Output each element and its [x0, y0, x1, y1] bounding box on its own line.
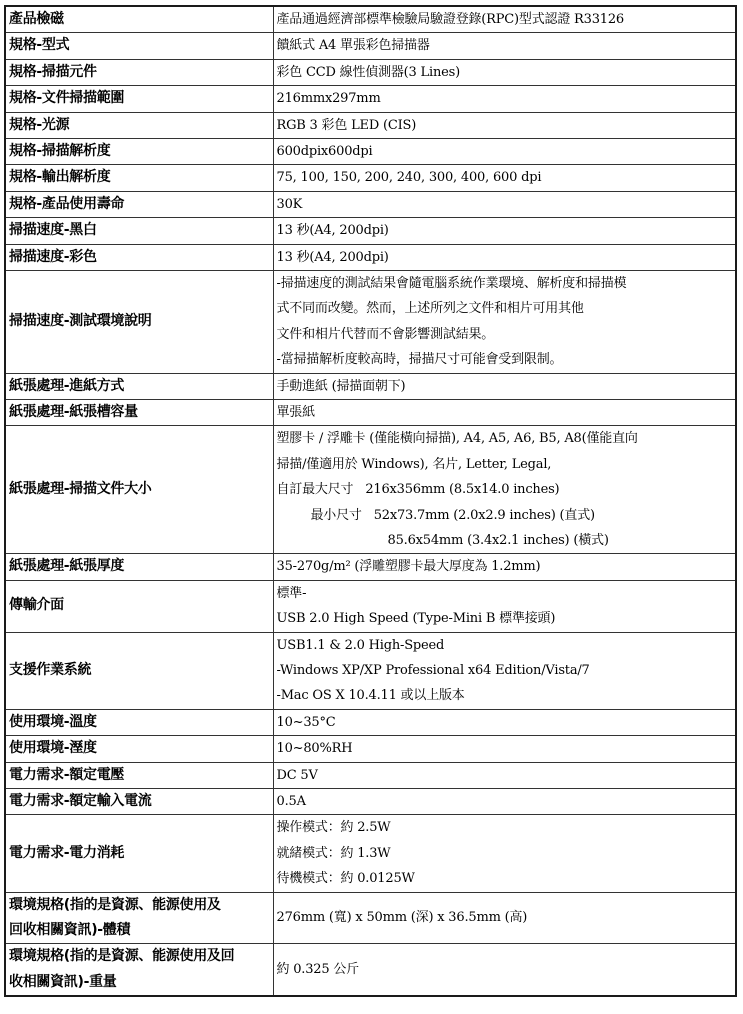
spec-label: 規格-輸出解析度: [5, 165, 273, 191]
spec-label: [5, 892, 273, 944]
spec-label: 掃描速度-彩色: [5, 244, 273, 270]
spec-label: 支援作業系統: [5, 632, 273, 709]
spec-value: RGB 3 彩色 LED (CIS): [273, 112, 736, 138]
value-line: -Windows XP/XP Professional x64 Edition/Vista/7: [276, 662, 590, 678]
spec-value: 單張紙: [273, 400, 736, 426]
table-row: [5, 815, 736, 892]
table-row: [5, 86, 736, 112]
spec-value: 產品通過經濟部標準檢驗局驗證登錄(RPC)型式認證 R33126: [273, 6, 736, 33]
spec-value: 手動進紙 (掃描面朝下): [273, 373, 736, 399]
table-row: [5, 892, 736, 944]
table-row: [5, 632, 736, 709]
size-min-label: 最小尺寸: [310, 507, 362, 523]
table-row: [5, 165, 736, 191]
table-row: [5, 59, 736, 85]
spec-value: 276mm (寬) x 50mm (深) x 36.5mm (高): [273, 892, 736, 944]
table-row: [5, 6, 736, 33]
spec-value: [273, 426, 736, 554]
table-row: [5, 373, 736, 399]
value-line: 標準-: [276, 585, 307, 601]
size-max-value: 216x356mm (8.5x14.0 inches): [365, 482, 560, 498]
table-row: [5, 400, 736, 426]
value-line: 掃描/僅適用於 Windows), 名片, Letter, Legal,: [276, 456, 552, 472]
table-row: [5, 788, 736, 814]
table-row: [5, 244, 736, 270]
label-line: 環境規格(指的是資源、能源使用及: [9, 896, 221, 913]
label-line: 環境規格(指的是資源、能源使用及回: [9, 948, 235, 965]
value-line: -當掃描解析度較高時，掃描尺寸可能會受到限制。: [276, 352, 563, 368]
spec-label: 掃描速度-測試環境說明: [5, 271, 273, 374]
table-row: [5, 554, 736, 580]
size-min-value: 52x73.7mm (2.0x2.9 inches) (直式): [373, 507, 595, 523]
spec-label: 規格-產品使用壽命: [5, 191, 273, 217]
table-row: [5, 426, 736, 554]
table-row: [5, 218, 736, 244]
table-row: [5, 139, 736, 165]
value-line: 操作模式：約 2.5W: [276, 820, 391, 836]
spec-label: 電力需求-額定電壓: [5, 762, 273, 788]
label-line: 收相關資訊)-重量: [9, 973, 117, 990]
spec-label: 掃描速度-黑白: [5, 218, 273, 244]
value-line: -Mac OS X 10.4.11 或以上版本: [276, 688, 465, 704]
value-line: 文件和相片代替而不會影響測試結果。: [276, 326, 495, 342]
table-row: [5, 944, 736, 996]
value-line: 式不同而改變。然而，上述所列之文件和相片可用其他: [276, 301, 584, 317]
spec-value: 75, 100, 150, 200, 240, 300, 400, 600 dpi: [273, 165, 736, 191]
value-line: 塑膠卡 / 浮雕卡 (僅能橫向掃描), A4, A5, A6, B5, A8(僅能直向: [276, 431, 638, 447]
size-min-line-2: 85.6x54mm (3.4x2.1 inches) (橫式): [387, 533, 609, 548]
table-row: [5, 112, 736, 138]
table-row: [5, 709, 736, 735]
value-line: -掃描速度的測試結果會隨電腦系統作業環境、解析度和掃描模: [276, 276, 627, 292]
table-row: [5, 33, 736, 59]
spec-label: 使用環境-溼度: [5, 736, 273, 762]
spec-value: 約 0.325 公斤: [273, 944, 736, 996]
spec-value: 600dpix600dpi: [273, 139, 736, 165]
spec-label: 紙張處理-掃描文件大小: [5, 426, 273, 554]
spec-label: 紙張處理-紙張厚度: [5, 554, 273, 580]
spec-value: 0.5A: [273, 788, 736, 814]
spec-value: DC 5V: [273, 762, 736, 788]
spec-label: 使用環境-溫度: [5, 709, 273, 735]
value-line: 待機模式：約 0.0125W: [276, 871, 415, 887]
value-line: 就緒模式：約 1.3W: [276, 845, 391, 861]
spec-value: 216mmx297mm: [273, 86, 736, 112]
value-line: USB 2.0 High Speed (Type-Mini B 標準接頭): [276, 611, 556, 627]
spec-value: 彩色 CCD 線性偵測器(3 Lines): [273, 59, 736, 85]
spec-label: 電力需求-額定輸入電流: [5, 788, 273, 814]
spec-label: [5, 944, 273, 996]
label-line: 回收相關資訊)-體積: [9, 921, 131, 938]
spec-label: 規格-光源: [5, 112, 273, 138]
spec-label: 傳輸介面: [5, 580, 273, 632]
spec-value: 10~80%RH: [273, 736, 736, 762]
spec-label: 規格-型式: [5, 33, 273, 59]
spec-label: 規格-文件掃描範圍: [5, 86, 273, 112]
spec-value: 10~35°C: [273, 709, 736, 735]
spec-value: 13 秒(A4, 200dpi): [273, 218, 736, 244]
size-max-line: [277, 477, 734, 502]
spec-table: [4, 5, 737, 997]
spec-value: [273, 271, 736, 374]
spec-value: [273, 632, 736, 709]
size-max-label: 自訂最大尺寸: [276, 482, 354, 498]
table-row: [5, 736, 736, 762]
spec-label: 電力需求-電力消耗: [5, 815, 273, 892]
size-min-line: [277, 503, 734, 528]
spec-value: 13 秒(A4, 200dpi): [273, 244, 736, 270]
spec-label: 規格-掃描解析度: [5, 139, 273, 165]
spec-value: 饋紙式 A4 單張彩色掃描器: [273, 33, 736, 59]
spec-label: 規格-掃描元件: [5, 59, 273, 85]
spec-value: 30K: [273, 191, 736, 217]
table-row: [5, 191, 736, 217]
spec-value: [273, 815, 736, 892]
spec-value: [273, 580, 736, 632]
spec-label: 紙張處理-紙張槽容量: [5, 400, 273, 426]
table-row: [5, 580, 736, 632]
value-line: USB1.1 & 2.0 High-Speed: [276, 637, 445, 653]
table-row: [5, 271, 736, 374]
spec-label: 產品檢磁: [5, 6, 273, 33]
spec-label: 紙張處理-進紙方式: [5, 373, 273, 399]
table-row: [5, 762, 736, 788]
spec-value: 35-270g/m² (浮雕塑膠卡最大厚度為 1.2mm): [273, 554, 736, 580]
